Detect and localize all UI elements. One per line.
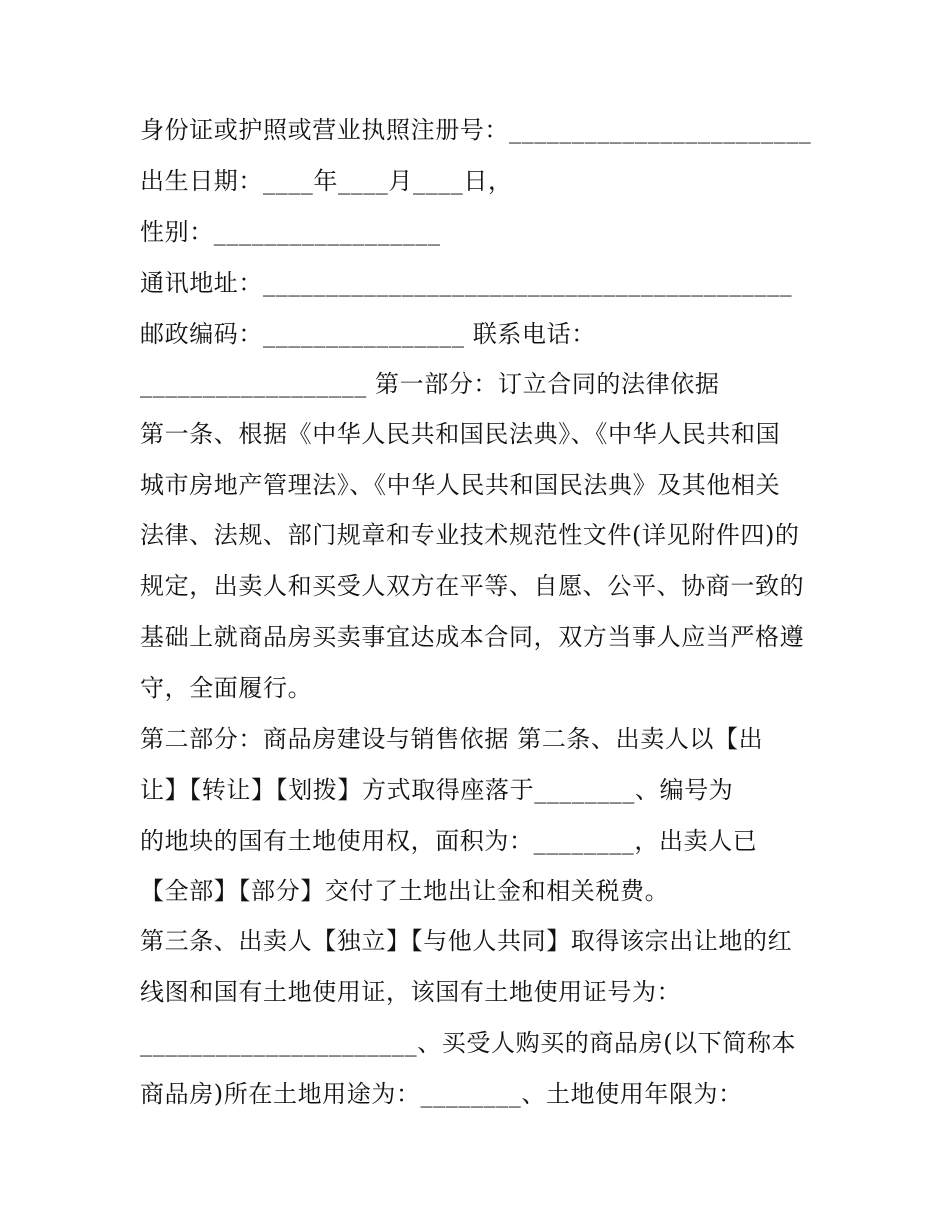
text-line: 线图和国有土地使用证，该国有土地使用证号为： — [140, 978, 682, 1006]
text-line: 通讯地址：__________________________________________ — [140, 269, 793, 297]
text-line: 法律、法规、部门规章和专业技术规范性文件(详见附件四)的 — [140, 521, 800, 549]
text-line: 出生日期：____年____月____日， — [140, 167, 513, 195]
text-line: 商品房)所在土地用途为：________、土地使用年限为： — [140, 1080, 743, 1108]
text-line: 第三条、出卖人【独立】【与他人共同】取得该宗出让地的红 — [140, 927, 793, 955]
text-line: 规定，出卖人和买受人双方在平等、自愿、公平、协商一致的 — [140, 572, 805, 600]
text-line: 【全部】【部分】交付了土地出让金和相关税费。 — [140, 877, 670, 905]
text-line: 邮政编码：________________ 联系电话： — [140, 320, 596, 348]
text-line: ______________________、买受人购买的商品房(以下简称本 — [140, 1029, 797, 1057]
text-line: 身份证或护照或营业执照注册号：________________________ — [140, 116, 812, 144]
text-line: 守，全面履行。 — [140, 674, 313, 702]
text-line: __________________ 第一部分：订立合同的法律依据 — [140, 370, 720, 398]
text-line: 城市房地产管理法》、《中华人民共和国民法典》及其他相关 — [140, 471, 781, 499]
text-line: 第二部分：商品房建设与销售依据 第二条、出卖人以【出 — [140, 725, 764, 753]
text-line: 性别：__________________ — [140, 218, 441, 246]
text-line: 的地块的国有土地使用权，面积为：________，出卖人已 — [140, 827, 758, 855]
text-line: 基础上就商品房买卖事宜达成本合同，双方当事人应当严格遵 — [140, 623, 805, 651]
text-line: 让】【转让】【划拨】方式取得座落于________、编号为 — [140, 776, 734, 804]
text-line: 第一条、根据《中华人民共和国民法典》、《中华人民共和国 — [140, 420, 781, 448]
